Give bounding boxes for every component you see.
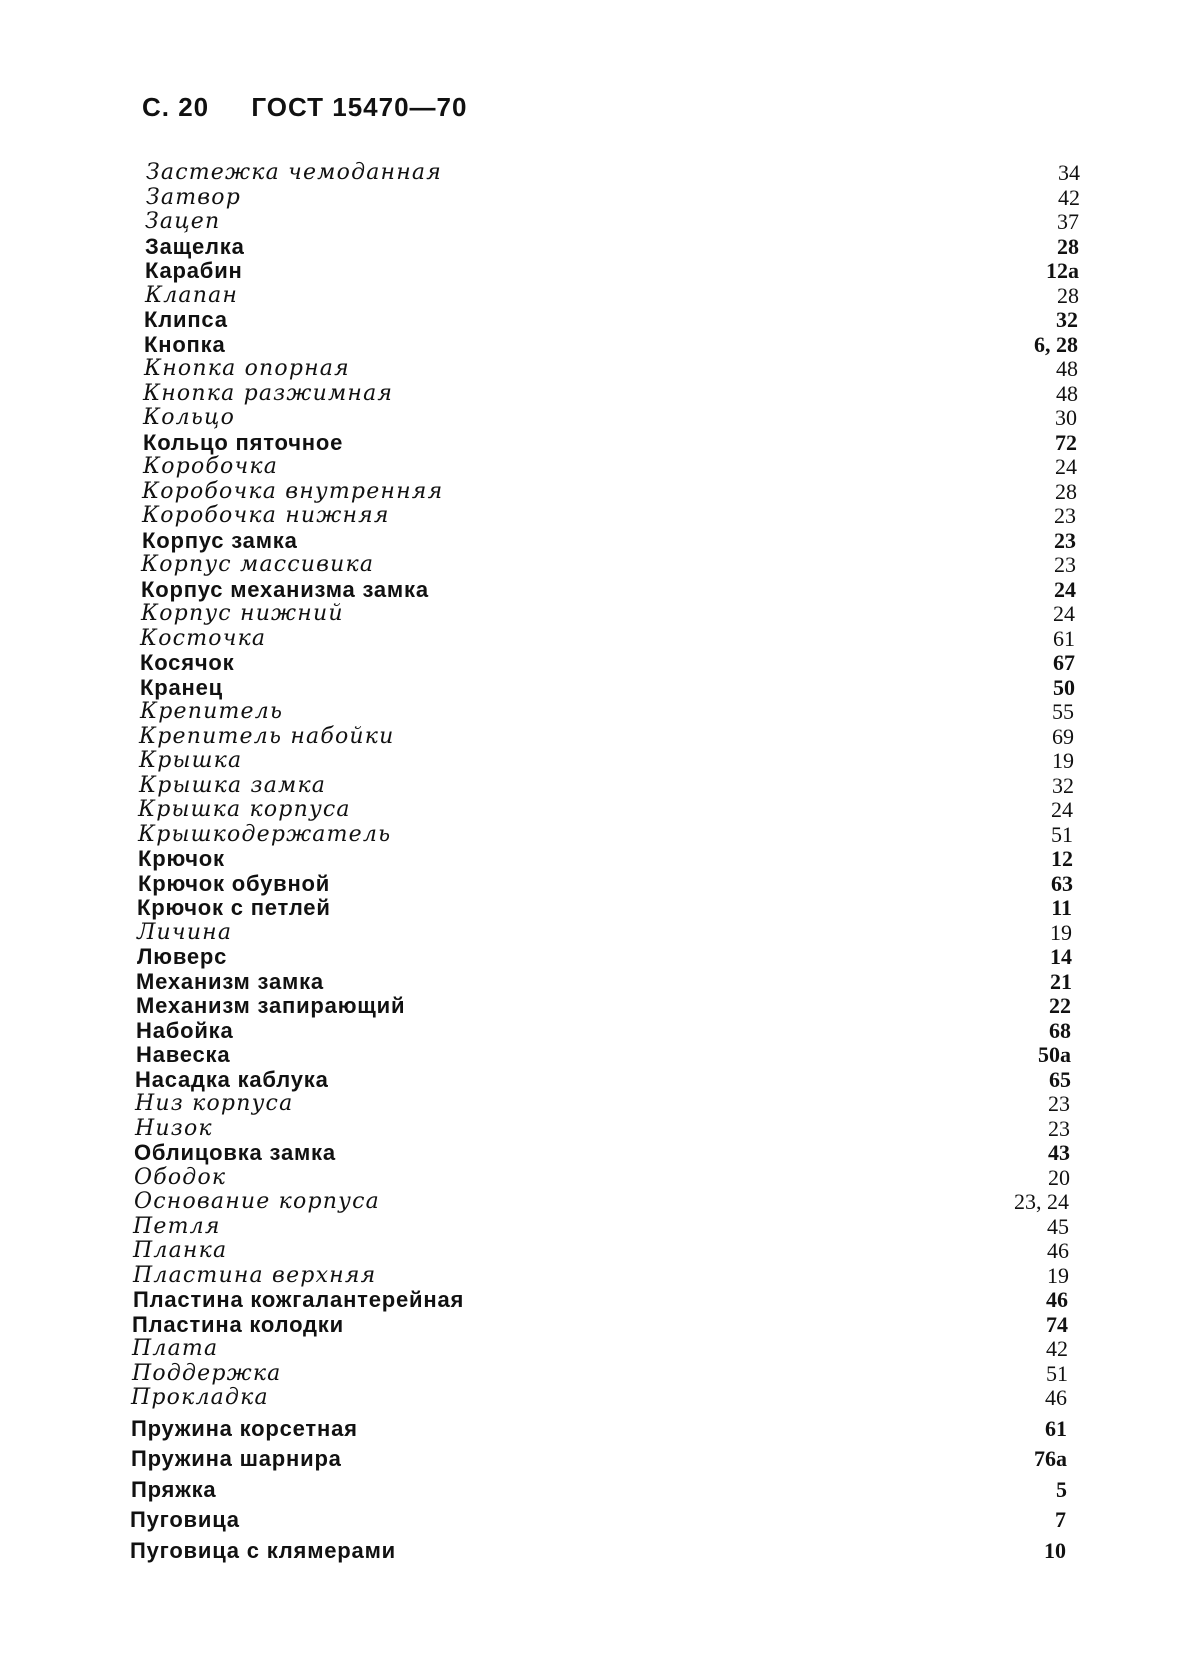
entry-page-number: 23: [1048, 1091, 1070, 1116]
entry-page-number: 23: [1054, 528, 1076, 553]
entry-term: Клапан: [145, 283, 239, 308]
index-entry: [0, 822, 1073, 847]
entry-page-number: 42: [1058, 185, 1080, 210]
index-entry: [0, 1238, 1069, 1263]
entry-page-number: 72: [1055, 430, 1077, 455]
entry-page-number: 74: [1046, 1312, 1068, 1337]
entry-page-number: 20: [1048, 1165, 1070, 1190]
entry-term: Клипса: [144, 307, 228, 332]
entry-page-number: 6, 28: [1034, 332, 1078, 357]
index-entry: [0, 1446, 1067, 1471]
index-entry: [0, 160, 1080, 185]
entry-term: Пластина колодки: [132, 1312, 344, 1337]
entry-page-number: 5: [1056, 1477, 1067, 1502]
index-entry: [0, 185, 1080, 210]
entry-page-number: 48: [1056, 381, 1078, 406]
index-entry: [0, 1189, 1069, 1214]
entry-page-number: 34: [1058, 160, 1080, 185]
entry-term: Ободок: [134, 1165, 227, 1190]
index-entry: [0, 993, 1071, 1018]
entry-term: Крышка: [139, 748, 243, 773]
index-entry: [0, 1312, 1068, 1337]
entry-term: Корпус механизма замка: [141, 577, 429, 602]
index-entry: [0, 528, 1076, 553]
index-entry: [0, 234, 1079, 259]
entry-page-number: 28: [1055, 479, 1077, 504]
entry-page-number: 14: [1050, 944, 1072, 969]
entry-page-number: 12а: [1046, 258, 1079, 283]
index-entry: [0, 1091, 1070, 1116]
index-entry: [0, 1263, 1069, 1288]
entry-page-number: 32: [1052, 773, 1074, 798]
entry-term: Механизм замка: [136, 969, 324, 994]
entry-term: Механизм запирающий: [136, 993, 406, 1018]
entry-page-number: 51: [1051, 822, 1073, 847]
index-entry: [0, 1287, 1068, 1312]
index-entry: [0, 479, 1077, 504]
entry-page-number: 19: [1050, 920, 1072, 945]
entry-page-number: 76а: [1034, 1446, 1067, 1471]
index-entry: [0, 381, 1078, 406]
entry-page-number: 19: [1052, 748, 1074, 773]
index-entry: [0, 1018, 1071, 1043]
entry-term: Пружина шарнира: [131, 1446, 342, 1471]
entry-page-number: 46: [1047, 1238, 1069, 1263]
entry-term: Кольцо: [143, 405, 236, 430]
entry-term: Крючок обувной: [138, 871, 331, 896]
entry-page-number: 23: [1048, 1116, 1070, 1141]
entry-term: Личина: [137, 920, 233, 945]
index-entry: [0, 1507, 1066, 1532]
index-entry: [0, 650, 1075, 675]
index-entry: [0, 332, 1078, 357]
entry-page-number: 24: [1051, 797, 1073, 822]
entry-page-number: 24: [1055, 454, 1077, 479]
entry-term: Кольцо пяточное: [143, 430, 344, 455]
entry-page-number: 10: [1044, 1538, 1066, 1563]
index-entry: [0, 283, 1079, 308]
entry-page-number: 42: [1046, 1336, 1068, 1361]
entry-term: Косточка: [140, 626, 267, 651]
index-entry: [0, 1477, 1067, 1502]
entry-page-number: 69: [1052, 724, 1074, 749]
entry-term: Низ корпуса: [135, 1091, 294, 1116]
entry-term: Корпус нижний: [141, 601, 344, 626]
entry-page-number: 65: [1049, 1067, 1071, 1092]
entry-term: Корпус замка: [142, 528, 298, 553]
entry-term: Петля: [133, 1214, 221, 1239]
entry-term: Крышка корпуса: [138, 797, 351, 822]
index-entry: [0, 430, 1077, 455]
standard-title: ГОСТ 15470—70: [251, 92, 468, 122]
entry-page-number: 63: [1051, 871, 1073, 896]
index-entry: [0, 920, 1072, 945]
entry-page-number: 19: [1047, 1263, 1069, 1288]
entry-term: Основание корпуса: [134, 1189, 380, 1214]
entry-term: Карабин: [145, 258, 243, 283]
entry-page-number: 51: [1046, 1361, 1068, 1386]
index-entry: [0, 797, 1073, 822]
index-entry: [0, 258, 1079, 283]
entry-term: Кнопка разжимная: [143, 381, 394, 406]
entry-page-number: 23: [1054, 552, 1076, 577]
entry-term: Крепитель: [140, 699, 284, 724]
entry-page-number: 37: [1057, 209, 1079, 234]
index-entry: [0, 552, 1076, 577]
entry-term: Зацеп: [145, 209, 221, 234]
entry-page-number: 28: [1057, 234, 1079, 259]
entry-term: Планка: [133, 1238, 228, 1263]
entry-term: Пластина верхняя: [133, 1263, 377, 1288]
index-entry: [0, 969, 1072, 994]
entry-page-number: 21: [1050, 969, 1072, 994]
entry-page-number: 61: [1053, 626, 1075, 651]
index-entry: [0, 1361, 1068, 1386]
entry-page-number: 24: [1053, 601, 1075, 626]
entry-term: Пуговица с клямерами: [130, 1538, 396, 1563]
index-entry: [0, 1067, 1071, 1092]
index-entry: [0, 1538, 1066, 1563]
entry-term: Пуговица: [130, 1507, 240, 1532]
entry-term: Пряжка: [131, 1477, 217, 1502]
index-entry: [0, 1385, 1067, 1410]
entry-page-number: 48: [1056, 356, 1078, 381]
entry-page-number: 12: [1051, 846, 1073, 871]
index-entry: [0, 871, 1073, 896]
index-entry: [0, 1336, 1068, 1361]
entry-page-number: 43: [1048, 1140, 1070, 1165]
index-entry: [0, 209, 1079, 234]
entry-page-number: 67: [1053, 650, 1075, 675]
entry-term: Коробочка нижняя: [142, 503, 390, 528]
index-entry: [0, 699, 1074, 724]
entry-term: Набойка: [136, 1018, 234, 1043]
index-entry: [0, 1214, 1069, 1239]
entry-page-number: 30: [1055, 405, 1077, 430]
entry-term: Люверс: [137, 944, 228, 969]
entry-page-number: 23, 24: [1014, 1189, 1069, 1214]
index-entry: [0, 405, 1077, 430]
entry-page-number: 32: [1056, 307, 1078, 332]
entry-page-number: 46: [1046, 1287, 1068, 1312]
index-entry: [0, 1165, 1070, 1190]
index-entry: [0, 846, 1073, 871]
entry-term: Облицовка замка: [134, 1140, 336, 1165]
entry-term: Пластина кожгалантерейная: [133, 1287, 465, 1312]
entry-term: Навеска: [136, 1042, 231, 1067]
entry-page-number: 28: [1057, 283, 1079, 308]
index-entry: [0, 1416, 1067, 1441]
entry-page-number: 22: [1049, 993, 1071, 1018]
entry-term: Пружина корсетная: [131, 1416, 358, 1441]
index-entry: [0, 454, 1077, 479]
index-entry: [0, 675, 1075, 700]
index-entry: [0, 944, 1072, 969]
entry-term: Поддержка: [132, 1361, 282, 1386]
entry-term: Кнопка опорная: [144, 356, 350, 381]
entry-term: Защелка: [145, 234, 245, 259]
entry-term: Косячок: [140, 650, 235, 675]
entry-page-number: 61: [1045, 1416, 1067, 1441]
entry-page-number: 68: [1049, 1018, 1071, 1043]
entry-term: Коробочка: [143, 454, 279, 479]
entry-page-number: 7: [1055, 1507, 1066, 1532]
entry-page-number: 11: [1051, 895, 1072, 920]
entry-term: Затвор: [146, 185, 242, 210]
index-entry: [0, 1042, 1071, 1067]
entry-page-number: 50а: [1038, 1042, 1071, 1067]
entry-term: Низок: [135, 1116, 213, 1141]
index-entry: [0, 601, 1075, 626]
entry-page-number: 45: [1047, 1214, 1069, 1239]
entry-page-number: 24: [1054, 577, 1076, 602]
entry-term: Плата: [132, 1336, 219, 1361]
page-number: С. 20: [142, 92, 210, 122]
index-entry: [0, 307, 1078, 332]
index-entry: [0, 1116, 1070, 1141]
entry-term: Застежка чемоданная: [146, 160, 442, 185]
entry-term: Коробочка внутренняя: [142, 479, 444, 504]
entry-page-number: 46: [1045, 1385, 1067, 1410]
entry-term: Крючок с петлей: [137, 895, 331, 920]
index-entry: [0, 1140, 1070, 1165]
entry-term: Корпус массивика: [141, 552, 375, 577]
index-entry: [0, 356, 1078, 381]
index-entry: [0, 748, 1074, 773]
index-entry: [0, 895, 1072, 920]
entry-page-number: 50: [1053, 675, 1075, 700]
entry-term: Крышкодержатель: [138, 822, 392, 847]
index-entry: [0, 503, 1076, 528]
entry-term: Крючок: [138, 846, 225, 871]
index-entry: [0, 577, 1076, 602]
entry-term: Кнопка: [144, 332, 226, 357]
index-entry: [0, 773, 1074, 798]
entry-page-number: 23: [1054, 503, 1076, 528]
entry-term: Кранец: [140, 675, 223, 700]
entry-term: Крышка замка: [139, 773, 327, 798]
entry-term: Насадка каблука: [135, 1067, 329, 1092]
entry-term: Прокладка: [131, 1385, 269, 1410]
entry-term: Крепитель набойки: [139, 724, 395, 749]
entry-page-number: 55: [1052, 699, 1074, 724]
index-entry: [0, 626, 1075, 651]
index-entry: [0, 724, 1074, 749]
